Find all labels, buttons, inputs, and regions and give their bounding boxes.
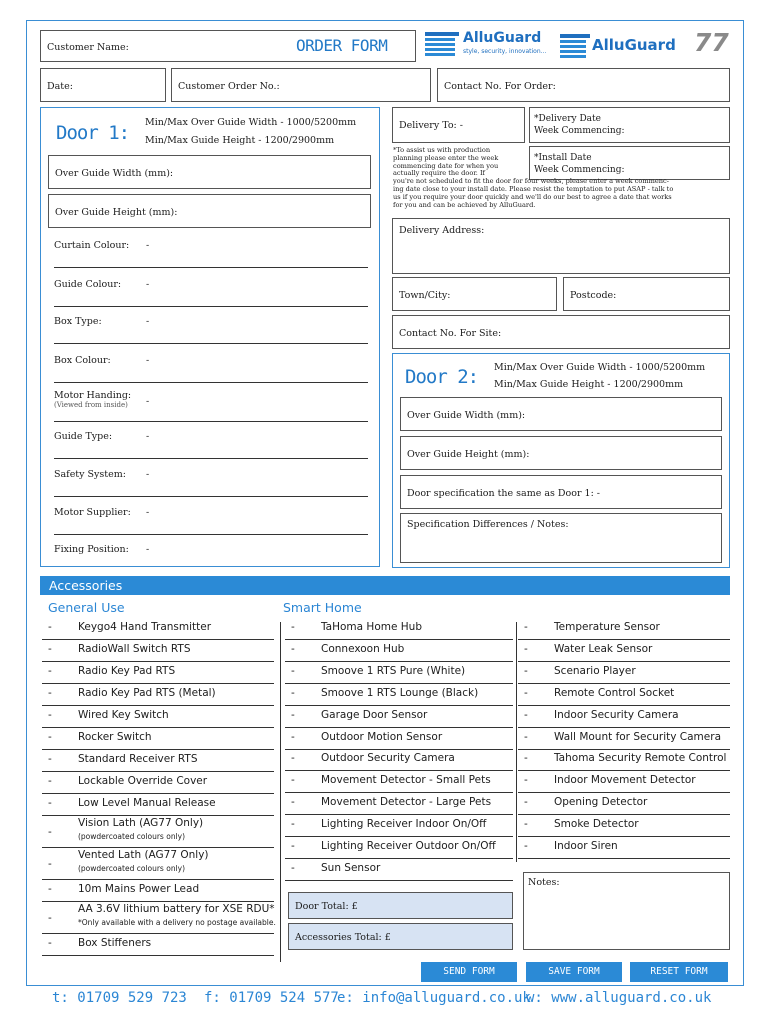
item-label: Lighting Receiver Outdoor On/Off (321, 840, 496, 852)
door2-over-guide-height-field[interactable] (400, 436, 722, 470)
note-line: for you and can be achieved by AlluGuard. (393, 200, 536, 209)
delivery-week-label: Week Commencing: (534, 126, 625, 136)
door2-over-guide-width-field[interactable] (400, 397, 722, 431)
footer-fax: f: 01709 524 577 (204, 990, 339, 1006)
delivery-date-field[interactable] (529, 107, 730, 143)
delivery-to-field[interactable] (392, 107, 525, 143)
door1-safety-system-row[interactable] (54, 469, 368, 497)
item-label: Low Level Manual Release (78, 797, 216, 809)
accessories-total-field[interactable]: Accessories Total: £ (288, 923, 513, 950)
item-checkbox-dash[interactable]: - (48, 858, 52, 870)
accessories-header: Accessories (40, 576, 730, 595)
accessory-item[interactable] (518, 793, 730, 815)
customer-order-no-field[interactable] (171, 68, 431, 102)
row-label: Guide Colour: (54, 279, 122, 290)
item-checkbox-dash[interactable]: - (524, 840, 528, 852)
accessory-item[interactable] (285, 640, 513, 662)
delivery-note (393, 147, 673, 209)
postcode-field[interactable] (563, 277, 730, 311)
item-checkbox-dash[interactable]: - (48, 621, 52, 633)
customer-order-no-label: Customer Order No.: (178, 81, 280, 92)
town-city-field[interactable] (392, 277, 557, 311)
door1-guide-colour-row[interactable] (54, 279, 368, 307)
item-checkbox-dash[interactable]: - (291, 664, 295, 677)
accessory-item[interactable] (518, 771, 730, 793)
item-checkbox-dash[interactable]: - (524, 621, 528, 633)
item-label: 10m Mains Power Lead (78, 883, 200, 895)
item-checkbox-dash[interactable]: - (48, 937, 52, 949)
footer-email[interactable]: e: info@alluguard.co.uk (337, 990, 531, 1006)
item-label: Wired Key Switch (78, 709, 169, 721)
door2-same-spec-field[interactable] (400, 475, 722, 509)
smart-home-title: Smart Home (283, 600, 362, 615)
item-label: RadioWall Switch RTS (78, 643, 191, 655)
contact-no-order-label: Contact No. For Order: (444, 81, 556, 92)
door1-over-guide-width-field[interactable] (48, 155, 371, 189)
logo-text: AlluGuard (463, 30, 542, 46)
logo2-number: 77 (694, 28, 729, 57)
item-checkbox-dash[interactable]: - (524, 686, 528, 699)
note-line: us if you require your door quickly and we'll do our best to agree a date that works (393, 192, 672, 201)
item-label: Standard Receiver RTS (78, 753, 198, 765)
accessory-item[interactable] (285, 771, 513, 793)
item-label: Scenario Player (554, 664, 636, 677)
accessory-item[interactable] (518, 640, 730, 662)
accessory-item[interactable] (42, 934, 274, 956)
item-label: Sun Sensor (321, 861, 381, 874)
delivery-to-label: Delivery To: - (399, 120, 463, 131)
item-checkbox-dash[interactable]: - (524, 664, 528, 677)
item-checkbox-dash[interactable]: - (48, 883, 52, 895)
door2-spec-diff-field[interactable] (400, 513, 722, 563)
item-checkbox-dash[interactable]: - (48, 643, 52, 655)
item-label: Indoor Security Camera (554, 708, 679, 721)
shutter-icon (425, 32, 459, 58)
postcode-label: Postcode: (570, 290, 617, 301)
item-checkbox-dash[interactable]: - (48, 826, 52, 838)
item-label: Smoove 1 RTS Lounge (Black) (321, 686, 479, 699)
accessory-item[interactable] (518, 684, 730, 706)
item-sublabel: (powdercoated colours only) (78, 832, 186, 841)
accessory-item[interactable] (42, 816, 274, 848)
notes-field[interactable] (523, 872, 730, 950)
door1-box-colour-row[interactable] (54, 355, 368, 383)
item-label: Lighting Receiver Indoor On/Off (321, 818, 487, 831)
note-line: *To assist us with production (393, 146, 491, 154)
row-value: - (146, 507, 150, 518)
item-label: Opening Detector (554, 796, 648, 809)
accessory-item[interactable] (42, 640, 274, 662)
item-label: Radio Key Pad RTS (78, 665, 176, 677)
footer-website[interactable]: w: www.alluguard.co.uk (526, 990, 712, 1006)
item-label: Garage Door Sensor (321, 708, 428, 721)
item-label: Water Leak Sensor (554, 642, 653, 655)
item-checkbox-dash[interactable]: - (291, 686, 295, 699)
row-value: - (146, 431, 150, 442)
item-checkbox-dash[interactable]: - (524, 642, 528, 655)
item-label: Outdoor Security Camera (321, 752, 455, 765)
item-label: Temperature Sensor (554, 621, 660, 633)
door2-over-guide-width-label: Over Guide Width (mm): (407, 410, 526, 421)
site-contact-field[interactable] (392, 315, 730, 349)
item-label: Movement Detector - Small Pets (321, 774, 491, 787)
item-label: Box Stiffeners (78, 937, 152, 949)
customer-name-label: Customer Name: (47, 42, 129, 53)
door1-guide-type-row[interactable] (54, 431, 368, 459)
accessory-item[interactable] (42, 706, 274, 728)
row-value: - (146, 544, 150, 555)
item-checkbox-dash[interactable]: - (48, 731, 52, 743)
item-checkbox-dash[interactable]: - (291, 796, 295, 809)
item-checkbox-dash[interactable]: - (48, 797, 52, 809)
accessory-item[interactable] (42, 794, 274, 816)
item-sublabel: (powdercoated colours only) (78, 864, 186, 873)
row-value: - (146, 240, 150, 251)
accessory-item[interactable] (518, 618, 730, 640)
item-checkbox-dash[interactable]: - (291, 774, 295, 787)
row-value: - (146, 396, 150, 407)
logo-tagline: style, security, innovation... (463, 48, 547, 55)
accessory-item[interactable] (42, 848, 274, 880)
item-label: Tahoma Security Remote Control (554, 752, 727, 765)
door2-same-spec-label: Door specification the same as Door 1: - (407, 488, 601, 499)
accessory-item[interactable] (518, 815, 730, 837)
accessory-item[interactable] (285, 728, 513, 750)
accessory-item[interactable] (518, 749, 730, 771)
accessory-item[interactable] (285, 749, 513, 771)
town-city-label: Town/City: (399, 290, 451, 301)
item-label: Radio Key Pad RTS (Metal) (78, 687, 216, 699)
item-checkbox-dash[interactable]: - (48, 709, 52, 721)
door1-over-guide-height-label: Over Guide Height (mm): (55, 207, 178, 218)
accessory-item[interactable] (285, 684, 513, 706)
notes-label: Notes: (528, 877, 560, 888)
item-checkbox-dash[interactable]: - (291, 840, 295, 852)
row-sublabel: (Viewed from inside) (54, 401, 128, 409)
install-week-label: Week Commencing: (534, 165, 625, 175)
note-line: ing date close to your install date. Please resist the temptation to put ASAP - talk to (393, 184, 674, 193)
door1-over-guide-height-field[interactable] (48, 194, 371, 228)
item-sublabel: *Only available with a delivery no postage available. (78, 918, 276, 927)
item-label: Connexoon Hub (321, 642, 405, 655)
accessory-item[interactable] (285, 793, 513, 815)
row-label: Curtain Colour: (54, 240, 130, 251)
note-line: actually require the door. If (393, 169, 485, 178)
item-checkbox-dash[interactable]: - (524, 730, 528, 743)
contact-no-order-field[interactable] (437, 68, 730, 102)
item-label: AA 3.6V lithium battery for XSE RDU* (78, 903, 275, 915)
accessory-item[interactable] (42, 684, 274, 706)
row-label: Box Colour: (54, 355, 111, 366)
accessory-item[interactable] (42, 880, 274, 902)
row-value: - (146, 469, 150, 480)
column-divider (280, 622, 281, 962)
door2-spec-diff-label: Specification Differences / Notes: (407, 519, 569, 530)
accessory-item[interactable] (42, 728, 274, 750)
door1-title: Door 1: (56, 122, 130, 144)
note-line: commencing date for when you (393, 161, 499, 170)
item-label: Outdoor Motion Sensor (321, 730, 443, 743)
item-checkbox-dash[interactable]: - (48, 687, 52, 699)
item-label: Vision Lath (AG77 Only) (78, 817, 204, 829)
row-label: Guide Type: (54, 431, 113, 442)
accessory-item[interactable] (285, 662, 513, 684)
item-label: Rocker Switch (78, 731, 152, 743)
accessory-item[interactable] (518, 837, 730, 859)
item-label: Indoor Siren (554, 840, 618, 852)
row-value: - (146, 316, 150, 327)
door1-minmax-height: Min/Max Guide Height - 1200/2900mm (145, 135, 335, 146)
item-checkbox-dash[interactable]: - (291, 861, 295, 874)
item-checkbox-dash[interactable]: - (291, 730, 295, 743)
note-line: planning please enter the week (393, 153, 499, 162)
row-value: - (146, 355, 150, 366)
alluguard77-logo (560, 30, 732, 60)
item-checkbox-dash[interactable]: - (291, 818, 295, 831)
item-checkbox-dash[interactable]: - (291, 642, 295, 655)
delivery-address-label: Delivery Address: (399, 225, 485, 236)
item-label: Indoor Movement Detector (554, 774, 696, 787)
accessory-item[interactable] (285, 837, 513, 859)
send-form-button[interactable]: SEND FORM (421, 962, 517, 982)
column-divider (516, 622, 517, 862)
accessory-item[interactable] (285, 859, 513, 881)
item-label: Remote Control Socket (554, 686, 675, 699)
row-label: Motor Supplier: (54, 507, 131, 518)
item-checkbox-dash[interactable]: - (524, 774, 528, 787)
logo2-text: AlluGuard (592, 36, 676, 54)
door2-minmax-height: Min/Max Guide Height - 1200/2900mm (494, 379, 684, 390)
note-line: you're not scheduled to fit the door for four weeks, please enter a week commenc- (393, 177, 669, 186)
item-checkbox-dash[interactable]: - (524, 708, 528, 721)
accessory-item[interactable] (518, 728, 730, 750)
delivery-address-field[interactable] (392, 218, 730, 274)
item-checkbox-dash[interactable]: - (291, 752, 295, 765)
accessory-item[interactable] (42, 618, 274, 640)
delivery-date-label: *Delivery Date (534, 114, 601, 124)
item-checkbox-dash[interactable]: - (291, 621, 295, 633)
door1-minmax-width: Min/Max Over Guide Width - 1000/5200mm (145, 117, 357, 128)
row-label: Fixing Position: (54, 544, 129, 555)
item-label: Wall Mount for Security Camera (554, 730, 722, 743)
item-label: Lockable Override Cover (78, 775, 208, 787)
form-title: ORDER FORM (296, 36, 388, 55)
door1-motor-supplier-row[interactable] (54, 507, 368, 535)
shutter-icon-2 (560, 34, 590, 58)
accessory-item[interactable] (42, 902, 274, 934)
item-checkbox-dash[interactable]: - (524, 818, 528, 831)
row-value: - (146, 279, 150, 290)
item-label: Smoove 1 RTS Pure (White) (321, 664, 466, 677)
item-checkbox-dash[interactable]: - (524, 796, 528, 809)
door-total-field[interactable]: Door Total: £ (288, 892, 513, 919)
door1-curtain-colour-row[interactable] (54, 240, 368, 268)
item-label: Vented Lath (AG77 Only) (78, 849, 209, 861)
reset-form-button[interactable]: RESET FORM (630, 962, 728, 982)
item-label: Movement Detector - Large Pets (321, 796, 492, 809)
item-label: Smoke Detector (554, 818, 639, 831)
item-checkbox-dash[interactable]: - (48, 912, 52, 924)
item-checkbox-dash[interactable]: - (48, 775, 52, 787)
door1-box-type-row[interactable] (54, 316, 368, 344)
item-label: Keygo4 Hand Transmitter (78, 621, 212, 633)
install-date-label: *Install Date (534, 153, 592, 163)
row-label: Box Type: (54, 316, 102, 327)
door2-over-guide-height-label: Over Guide Height (mm): (407, 449, 530, 460)
item-checkbox-dash[interactable]: - (48, 753, 52, 765)
accessory-item[interactable] (518, 662, 730, 684)
row-label: Motor Handing: (54, 390, 132, 401)
row-label: Safety System: (54, 469, 126, 480)
date-field[interactable] (40, 68, 166, 102)
door2-title: Door 2: (405, 366, 479, 388)
door2-minmax-width: Min/Max Over Guide Width - 1000/5200mm (494, 362, 706, 373)
general-use-title: General Use (48, 600, 125, 615)
alluguard-logo (425, 30, 555, 58)
accessory-item[interactable] (42, 772, 274, 794)
footer-phone: t: 01709 529 723 (52, 990, 187, 1006)
accessory-item[interactable] (42, 662, 274, 684)
door1-motor-handing-row[interactable] (54, 390, 368, 422)
door1-over-guide-width-label: Over Guide Width (mm): (55, 168, 174, 179)
save-form-button[interactable]: SAVE FORM (526, 962, 622, 982)
accessory-item[interactable] (285, 706, 513, 728)
accessory-item[interactable] (285, 618, 513, 640)
accessory-item[interactable] (518, 706, 730, 728)
item-checkbox-dash[interactable]: - (48, 665, 52, 677)
accessory-item[interactable] (42, 750, 274, 772)
accessory-item[interactable] (285, 815, 513, 837)
item-checkbox-dash[interactable]: - (291, 708, 295, 721)
site-contact-label: Contact No. For Site: (399, 328, 502, 339)
item-checkbox-dash[interactable]: - (524, 752, 528, 765)
door1-fixing-position-row[interactable] (54, 544, 368, 562)
date-label: Date: (47, 81, 73, 92)
item-label: TaHoma Home Hub (321, 621, 422, 633)
